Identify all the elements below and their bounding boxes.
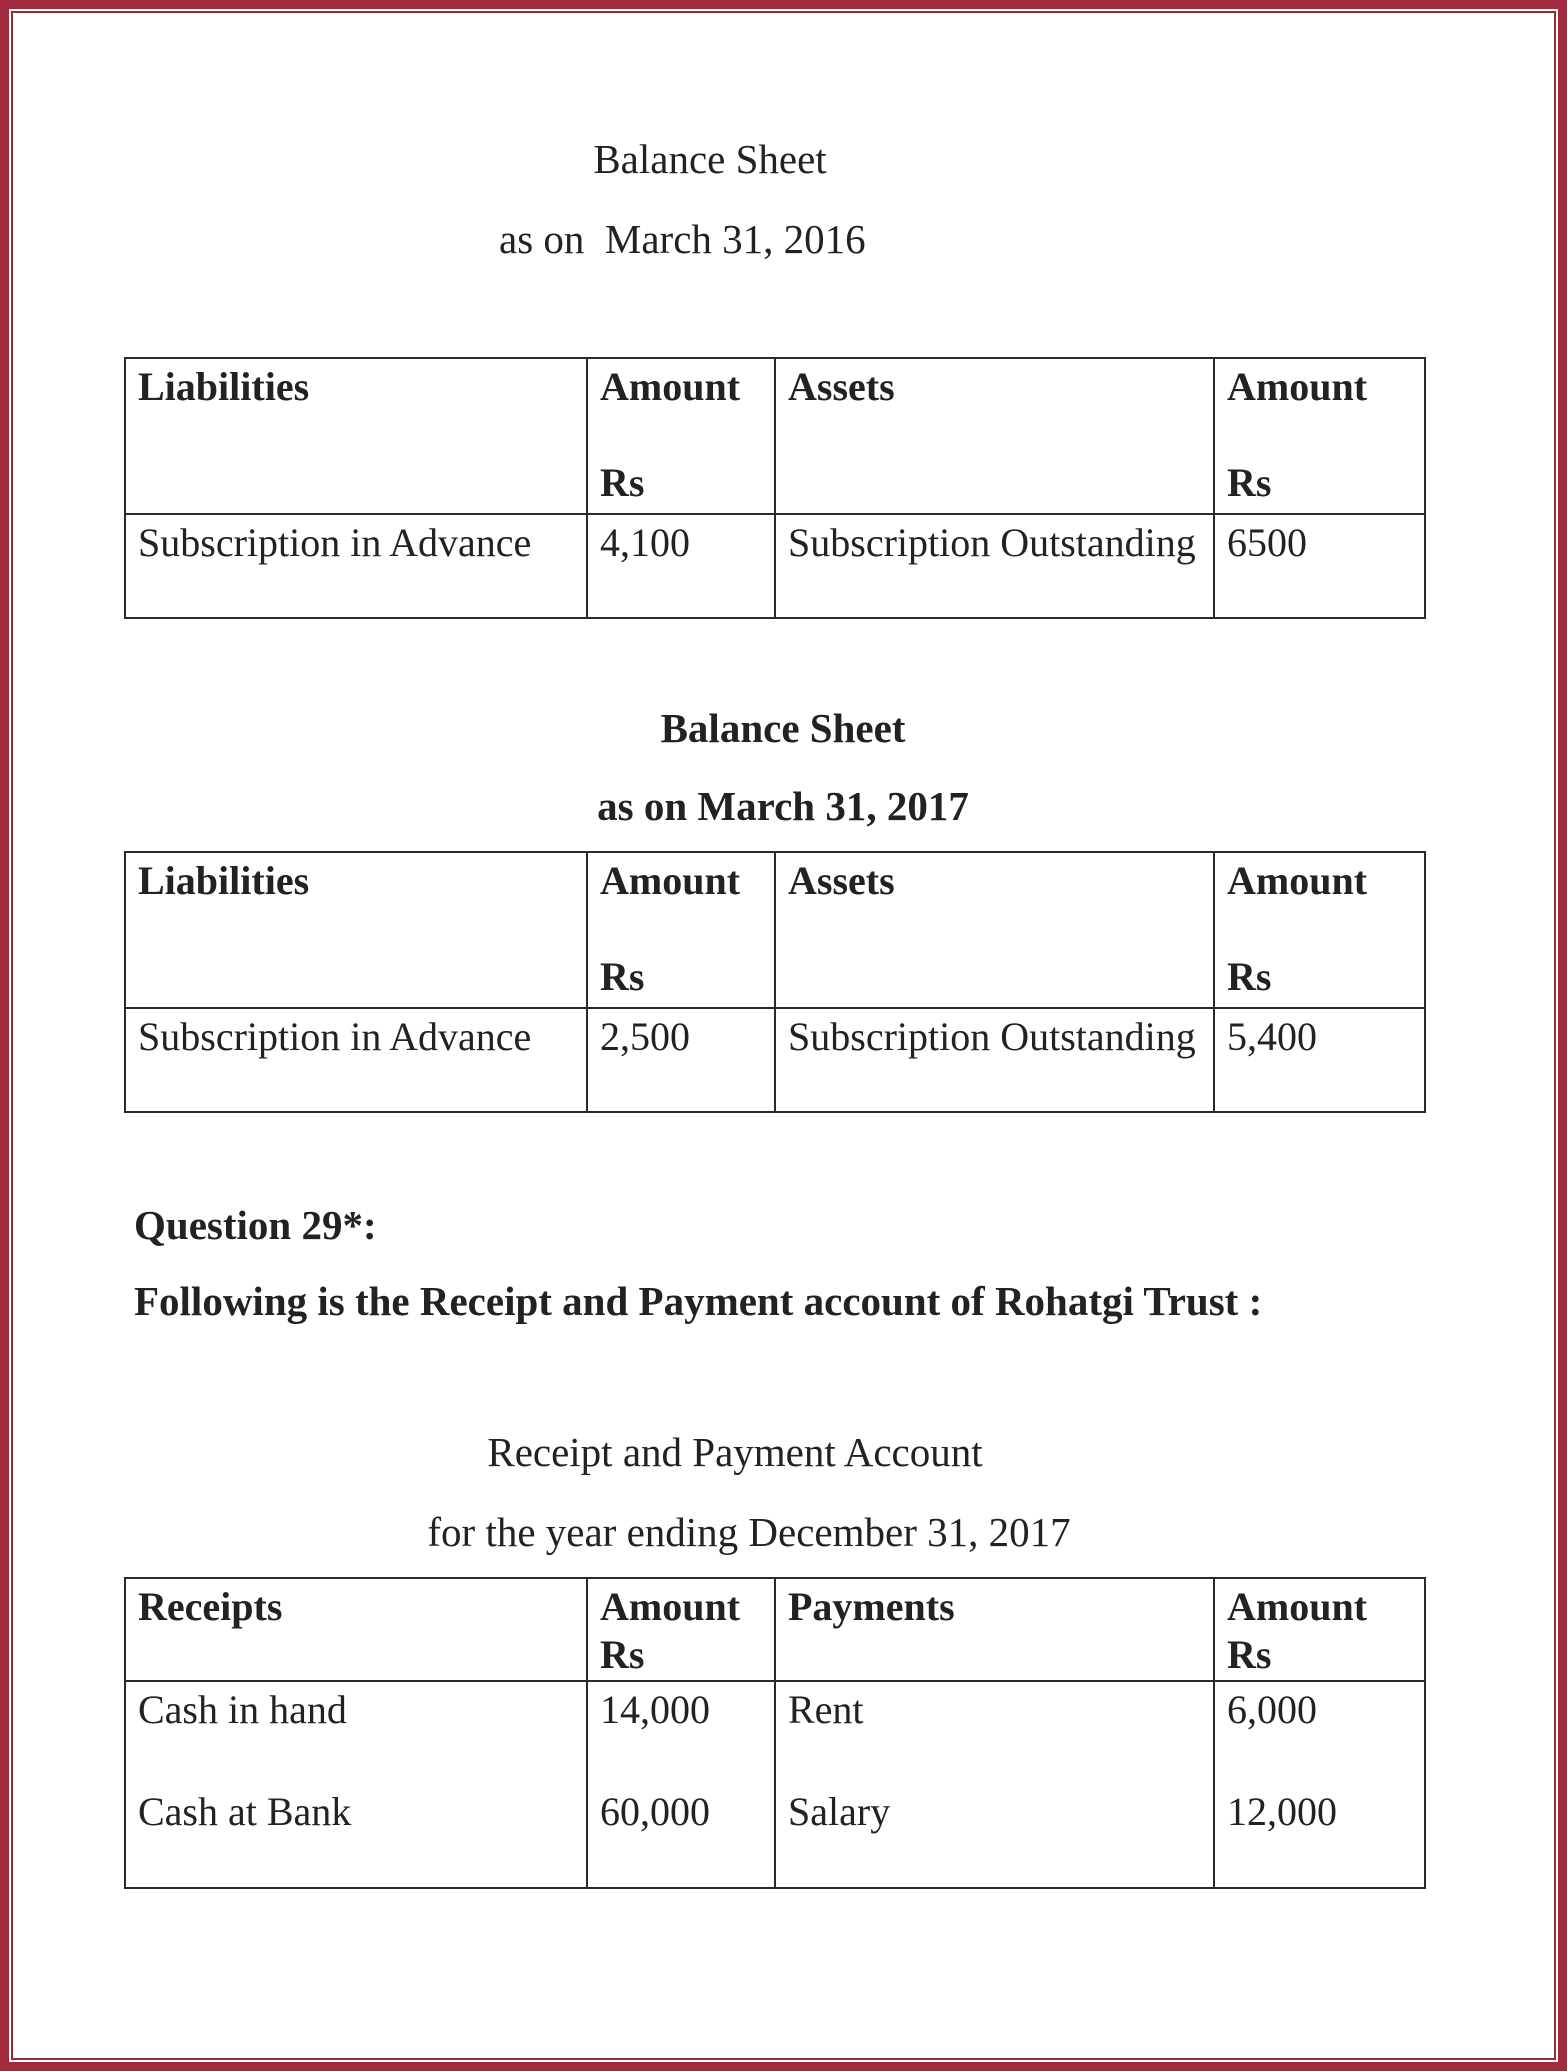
receipts-header: Receipts xyxy=(125,1578,587,1681)
liabilities-header: Liabilities xyxy=(125,358,587,514)
receipt-payment-table xyxy=(124,1577,1426,1889)
asset-name: Subscription Outstanding xyxy=(775,514,1214,618)
amount-header: Amount Rs xyxy=(587,852,775,1008)
table-header-row xyxy=(125,852,1425,1008)
balance-sheet-2016-date: as on March 31, 2016 xyxy=(499,216,866,262)
question-heading: Question 29*: xyxy=(134,1202,377,1248)
currency-unit: Rs xyxy=(600,1632,645,1677)
currency-unit: Rs xyxy=(600,460,645,505)
balance-sheet-2017-date: as on March 31, 2017 xyxy=(597,783,969,829)
payment-amount: 6,000 xyxy=(1227,1687,1317,1732)
liability-name: Subscription in Advance xyxy=(125,514,587,618)
asset-name: Subscription Outstanding xyxy=(775,1008,1214,1112)
receipt-amount: 14,000 xyxy=(600,1687,710,1732)
liability-name: Subscription in Advance xyxy=(125,1008,587,1112)
amount-header: Amount Rs xyxy=(1214,852,1425,1008)
balance-sheet-2016-table xyxy=(124,357,1426,619)
table-row xyxy=(125,514,1425,618)
liabilities-header: Liabilities xyxy=(125,852,587,1008)
receipt-items xyxy=(125,1681,587,1888)
payment-amounts xyxy=(1214,1681,1425,1888)
balance-sheet-2017-table xyxy=(124,851,1426,1113)
payment-name: Salary xyxy=(788,1789,891,1834)
receipt-payment-title: Receipt and Payment Account xyxy=(487,1429,983,1475)
receipt-payment-period: for the year ending December 31, 2017 xyxy=(427,1509,1071,1555)
table-row xyxy=(125,1008,1425,1112)
currency-unit: Rs xyxy=(1227,460,1272,505)
asset-amount: 5,400 xyxy=(1214,1008,1425,1112)
receipt-amounts xyxy=(587,1681,775,1888)
balance-sheet-2016-title: Balance Sheet xyxy=(593,136,827,182)
liability-amount: 2,500 xyxy=(587,1008,775,1112)
table-header-row xyxy=(125,358,1425,514)
liability-amount: 4,100 xyxy=(587,514,775,618)
receipt-name: Cash at Bank xyxy=(138,1789,352,1834)
balance-sheet-2017-title: Balance Sheet xyxy=(660,705,906,751)
table-row xyxy=(125,1681,1425,1888)
assets-header: Assets xyxy=(775,852,1214,1008)
currency-unit: Rs xyxy=(600,954,645,999)
table-header-row xyxy=(125,1578,1425,1681)
assets-header: Assets xyxy=(775,358,1214,514)
payment-name: Rent xyxy=(788,1687,864,1732)
amount-header: Amount Rs xyxy=(587,1578,775,1681)
asset-amount: 6500 xyxy=(1214,514,1425,618)
payment-amount: 12,000 xyxy=(1227,1789,1337,1834)
currency-unit: Rs xyxy=(1227,1632,1272,1677)
question-prompt: Following is the Receipt and Payment account of Rohatgi Trust : xyxy=(134,1278,1263,1324)
amount-header: Amount Rs xyxy=(1214,358,1425,514)
payment-items xyxy=(775,1681,1214,1888)
currency-unit: Rs xyxy=(1227,954,1272,999)
amount-header: Amount Rs xyxy=(587,358,775,514)
receipt-amount: 60,000 xyxy=(600,1789,710,1834)
amount-header: Amount Rs xyxy=(1214,1578,1425,1681)
receipt-name: Cash in hand xyxy=(138,1687,347,1732)
payments-header: Payments xyxy=(775,1578,1214,1681)
